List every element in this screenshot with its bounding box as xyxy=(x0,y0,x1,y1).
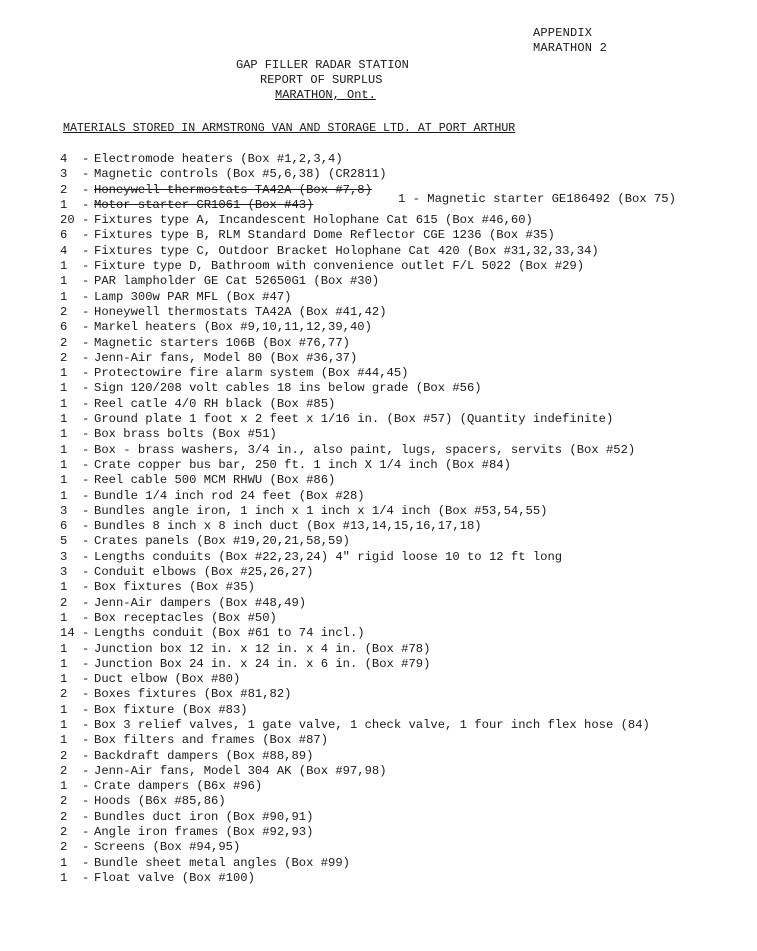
item-description: Bundle 1/4 inch rod 24 feet (Box #28) xyxy=(94,488,365,503)
list-item xyxy=(60,749,750,764)
list-item xyxy=(60,320,750,335)
list-item xyxy=(60,703,750,718)
list-item xyxy=(60,244,750,259)
list-item xyxy=(60,764,750,779)
item-dash: - xyxy=(82,457,90,472)
list-item xyxy=(60,213,750,228)
item-dash: - xyxy=(82,488,90,503)
report-subtitle: REPORT OF SURPLUS xyxy=(260,73,383,87)
list-item xyxy=(60,152,750,167)
item-quantity: 2 xyxy=(60,182,68,197)
item-dash: - xyxy=(82,152,90,166)
item-dash: - xyxy=(82,626,90,641)
item-quantity: 1 xyxy=(60,412,68,427)
item-dash: - xyxy=(82,672,90,687)
item-dash: - xyxy=(82,702,90,717)
item-description: Ground plate 1 foot x 2 feet x 1/16 in. (Box #57) (Quantity indefinite) xyxy=(94,412,614,427)
item-quantity: 2 xyxy=(60,809,68,824)
report-title: GAP FILLER RADAR STATION xyxy=(236,58,409,72)
list-item xyxy=(60,687,750,702)
list-item xyxy=(60,657,750,672)
item-description: Bundles 8 inch x 8 inch duct (Box #13,14,15,16,17,18) xyxy=(94,519,482,534)
item-dash: - xyxy=(82,717,90,732)
report-heading xyxy=(236,58,409,103)
list-item xyxy=(60,489,750,504)
item-description: Lengths conduits (Box #22,23,24) 4" rigid loose 10 to 12 ft long xyxy=(94,549,563,564)
list-item xyxy=(60,366,750,381)
item-description: Conduit elbows (Box #25,26,27) xyxy=(94,565,314,580)
item-description: Junction box 12 in. x 12 in. x 4 in. (Box #78) xyxy=(94,641,431,656)
item-description: Junction Box 24 in. x 24 in. x 6 in. (Box #79) xyxy=(94,656,431,671)
item-quantity: 1 xyxy=(60,855,68,870)
item-quantity: 1 xyxy=(60,610,68,625)
item-description: Hoods (B6x #85,86) xyxy=(94,794,226,809)
item-quantity: 1 xyxy=(60,427,68,442)
item-quantity: 1 xyxy=(60,717,68,732)
appendix-label xyxy=(533,26,607,56)
item-description: Box fixtures (Box #35) xyxy=(94,580,255,595)
item-quantity: 2 xyxy=(60,794,68,809)
item-description: Box 3 relief valves, 1 gate valve, 1 check valve, 1 four inch flex hose (84) xyxy=(94,717,650,732)
item-quantity: 2 xyxy=(60,350,68,365)
list-item xyxy=(60,794,750,809)
item-description: Bundle sheet metal angles (Box #99) xyxy=(94,855,350,870)
list-item xyxy=(60,351,750,366)
item-quantity: 1 xyxy=(60,396,68,411)
item-quantity: 20 xyxy=(60,213,75,228)
list-item xyxy=(60,381,750,396)
list-item xyxy=(60,290,750,305)
item-dash: - xyxy=(82,519,90,534)
item-quantity: 4 xyxy=(60,243,68,258)
item-description: Crate copper bus bar, 250 ft. 1 inch X 1/4 inch (Box #84) xyxy=(94,457,511,472)
list-item xyxy=(60,504,750,519)
item-quantity: 1 xyxy=(60,580,68,595)
item-quantity: 6 xyxy=(60,519,68,534)
list-item xyxy=(60,274,750,289)
item-description: Magnetic controls (Box #5,6,38) (CR2811) xyxy=(94,167,387,182)
appendix-title: APPENDIX xyxy=(533,26,593,40)
item-dash: - xyxy=(82,320,90,335)
item-quantity: 1 xyxy=(60,733,68,748)
item-dash: - xyxy=(82,763,90,778)
list-item xyxy=(60,458,750,473)
item-description: Bundles duct iron (Box #90,91) xyxy=(94,809,314,824)
item-quantity: 1 xyxy=(60,702,68,717)
item-dash: - xyxy=(82,167,90,182)
list-item xyxy=(60,810,750,825)
item-description: Box brass bolts (Box #51) xyxy=(94,427,277,442)
list-item xyxy=(60,565,750,580)
list-item xyxy=(60,611,750,626)
item-dash: - xyxy=(82,794,90,809)
item-description: Lamp 300w PAR MFL (Box #47) xyxy=(94,289,292,304)
item-dash: - xyxy=(82,396,90,411)
list-item xyxy=(60,427,750,442)
item-dash: - xyxy=(82,748,90,763)
item-dash: - xyxy=(82,473,90,488)
item-quantity: 1 xyxy=(60,381,68,396)
item-dash: - xyxy=(82,335,90,350)
item-description: Jenn-Air fans, Model 304 AK (Box #97,98) xyxy=(94,763,387,778)
list-item xyxy=(60,718,750,733)
item-description: Fixtures type A, Incandescent Holophane Cat 615 (Box #46,60) xyxy=(94,213,533,228)
item-quantity: 6 xyxy=(60,320,68,335)
item-dash: - xyxy=(82,197,90,212)
item-quantity: 2 xyxy=(60,595,68,610)
item-description: Crate dampers (B6x #96) xyxy=(94,779,263,794)
item-quantity: 2 xyxy=(60,687,68,702)
item-description: Lengths conduit (Box #61 to 74 incl.) xyxy=(94,626,365,641)
item-dash: - xyxy=(82,870,90,885)
item-dash: - xyxy=(82,228,90,243)
list-item xyxy=(60,305,750,320)
item-dash: - xyxy=(82,840,90,855)
item-dash: - xyxy=(82,687,90,702)
item-dash: - xyxy=(82,381,90,396)
item-description: Backdraft dampers (Box #88,89) xyxy=(94,748,314,763)
item-description: Electromode heaters (Box #1,2,3,4) xyxy=(94,152,343,166)
item-dash: - xyxy=(82,427,90,442)
item-description: Fixture type D, Bathroom with convenience outlet F/L 5022 (Box #29) xyxy=(94,259,585,274)
item-description: Motor starter CR1061 (Box #43) xyxy=(94,197,314,212)
item-quantity: 1 xyxy=(60,197,68,212)
materials-list xyxy=(60,152,750,886)
item-quantity: 2 xyxy=(60,825,68,840)
item-quantity: 1 xyxy=(60,870,68,885)
item-dash: - xyxy=(82,855,90,870)
appendix-ref: MARATHON 2 xyxy=(533,41,608,55)
section-title: MATERIALS STORED IN ARMSTRONG VAN AND STORAGE LTD. AT PORT ARTHUR xyxy=(63,122,516,135)
item-description: Fixtures type C, Outdoor Bracket Holophane Cat 420 (Box #31,32,33,34) xyxy=(94,243,599,258)
item-quantity: 3 xyxy=(60,565,68,580)
item-quantity: 6 xyxy=(60,228,68,243)
list-item xyxy=(60,779,750,794)
item-dash: - xyxy=(82,243,90,258)
item-dash: - xyxy=(82,534,90,549)
item-quantity: 1 xyxy=(60,473,68,488)
item-dash: - xyxy=(82,825,90,840)
item-dash: - xyxy=(82,809,90,824)
list-item xyxy=(60,167,750,182)
item-quantity: 2 xyxy=(60,748,68,763)
list-item xyxy=(60,519,750,534)
item-dash: - xyxy=(82,610,90,625)
list-item xyxy=(60,259,750,274)
item-quantity: 1 xyxy=(60,488,68,503)
list-item xyxy=(60,596,750,611)
item-dash: - xyxy=(82,213,90,228)
list-item xyxy=(60,840,750,855)
item-description: Reel cable 500 MCM RHWU (Box #86) xyxy=(94,473,336,488)
list-item xyxy=(60,825,750,840)
item-quantity: 1 xyxy=(60,779,68,794)
item-dash: - xyxy=(82,779,90,794)
item-description: Reel catle 4/0 RH black (Box #85) xyxy=(94,396,336,411)
list-item xyxy=(60,550,750,565)
item-dash: - xyxy=(82,289,90,304)
item-dash: - xyxy=(82,442,90,457)
item-description: Box fixture (Box #83) xyxy=(94,702,248,717)
item-dash: - xyxy=(82,595,90,610)
item-dash: - xyxy=(82,580,90,595)
report-location: MARATHON, Ont. xyxy=(275,88,376,102)
list-item xyxy=(60,397,750,412)
item-dash: - xyxy=(82,274,90,289)
item-description: Jenn-Air dampers (Box #48,49) xyxy=(94,595,307,610)
item-description: PAR lampholder GE Cat 52650G1 (Box #30) xyxy=(94,274,380,289)
item-quantity: 1 xyxy=(60,656,68,671)
list-item xyxy=(60,871,750,886)
item-quantity: 1 xyxy=(60,289,68,304)
item-quantity: 3 xyxy=(60,167,68,182)
item-description: Honeywell thermostats TA42A (Box #41,42) xyxy=(94,304,387,319)
item-quantity: 14 xyxy=(60,626,75,641)
item-quantity: 3 xyxy=(60,503,68,518)
item-description: Protectowire fire alarm system (Box #44,45) xyxy=(94,366,409,381)
list-item xyxy=(60,733,750,748)
list-item xyxy=(60,412,750,427)
item-quantity: 1 xyxy=(60,457,68,472)
item-quantity: 1 xyxy=(60,274,68,289)
item-dash: - xyxy=(82,733,90,748)
item-quantity: 1 xyxy=(60,442,68,457)
item-description: Boxes fixtures (Box #81,82) xyxy=(94,687,292,702)
item-dash: - xyxy=(82,350,90,365)
item-description: Bundles angle iron, 1 inch x 1 inch x 1/4 inch (Box #53,54,55) xyxy=(94,503,548,518)
list-item xyxy=(60,672,750,687)
item-description: Markel heaters (Box #9,10,11,12,39,40) xyxy=(94,320,372,335)
item-quantity: 1 xyxy=(60,366,68,381)
item-description: Honeywell thermostats TA42A (Box #7,8) xyxy=(94,182,372,197)
list-item xyxy=(60,580,750,595)
item-description: Box filters and frames (Box #87) xyxy=(94,733,329,748)
list-item xyxy=(60,228,750,243)
item-dash: - xyxy=(82,503,90,518)
item-dash: - xyxy=(82,412,90,427)
item-description: Magnetic starters 106B (Box #76,77) xyxy=(94,335,350,350)
item-dash: - xyxy=(82,304,90,319)
list-item xyxy=(60,626,750,641)
list-item xyxy=(60,856,750,871)
item-description: Angle iron frames (Box #92,93) xyxy=(94,825,314,840)
handwritten-note: 1 - Magnetic starter GE186492 (Box 75) xyxy=(398,192,676,206)
item-quantity: 2 xyxy=(60,763,68,778)
item-dash: - xyxy=(82,656,90,671)
item-dash: - xyxy=(82,549,90,564)
item-description: Screens (Box #94,95) xyxy=(94,840,241,855)
item-quantity: 2 xyxy=(60,335,68,350)
item-description: Crates panels (Box #19,20,21,58,59) xyxy=(94,534,350,549)
item-quantity: 1 xyxy=(60,672,68,687)
item-quantity: 1 xyxy=(60,259,68,274)
list-item xyxy=(60,336,750,351)
item-dash: - xyxy=(82,366,90,381)
item-quantity: 2 xyxy=(60,304,68,319)
item-dash: - xyxy=(82,565,90,580)
item-dash: - xyxy=(82,259,90,274)
item-description: Duct elbow (Box #80) xyxy=(94,672,241,687)
list-item xyxy=(60,642,750,657)
list-item xyxy=(60,534,750,549)
item-dash: - xyxy=(82,641,90,656)
item-quantity: 2 xyxy=(60,840,68,855)
item-quantity: 3 xyxy=(60,549,68,564)
item-quantity: 4 xyxy=(60,152,68,166)
item-description: Fixtures type B, RLM Standard Dome Reflector CGE 1236 (Box #35) xyxy=(94,228,555,243)
item-description: Sign 120/208 volt cables 18 ins below grade (Box #56) xyxy=(94,381,482,396)
list-item xyxy=(60,473,750,488)
item-quantity: 5 xyxy=(60,534,68,549)
item-description: Float valve (Box #100) xyxy=(94,870,255,885)
item-quantity: 1 xyxy=(60,641,68,656)
item-description: Jenn-Air fans, Model 80 (Box #36,37) xyxy=(94,350,358,365)
item-description: Box - brass washers, 3/4 in., also paint, lugs, spacers, servits (Box #52) xyxy=(94,442,636,457)
list-item xyxy=(60,443,750,458)
item-dash: - xyxy=(82,182,90,197)
item-description: Box receptacles (Box #50) xyxy=(94,610,277,625)
